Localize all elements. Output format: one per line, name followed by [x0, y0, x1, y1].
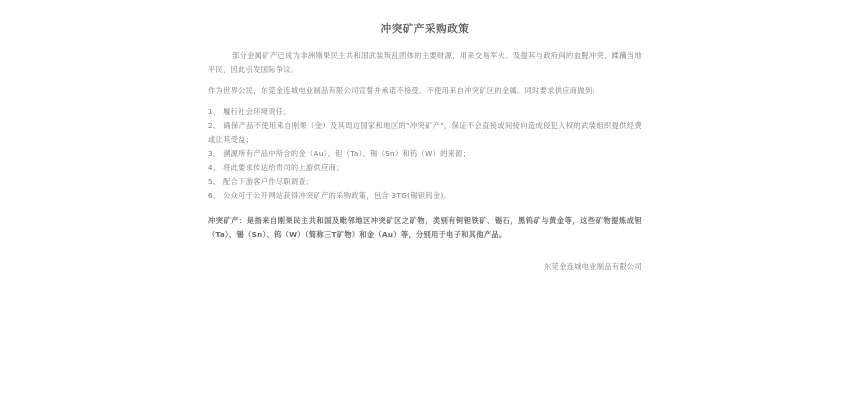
intro-paragraph-2: 作为世界公民，东莞金连城电业制品有限公司宣誓并承诺不接受、不使用来自冲突矿区的金属。同时要求供应商做到:: [208, 85, 596, 95]
requirement-item-2: 2、 确保产品不使用来自刚果（金）及其周边国家和地区的"冲突矿产"，保证不会直接或间接向造成侵犯人权的武装组织提供经费或让其受益；: [208, 120, 642, 144]
requirement-item-5: 5、 配合下游客户作尽职调查；: [208, 176, 314, 186]
company-signature: 东莞金连城电业制品有限公司: [544, 262, 642, 272]
page-title: 冲突矿产采购政策: [380, 23, 470, 35]
document-body: [208, 22, 642, 274]
spacer: [208, 203, 642, 214]
intro-paragraph-1: 部分金属矿产已成为非洲刚果民主共和国武装叛乱团体的主要财源，用来交易军火、及提其与政府间的血腥冲突，蹂躏当地平民，因此引发国际争议。: [208, 50, 642, 74]
conflict-minerals-definition: 冲突矿产：是指来自刚果民主共和国及毗邻地区冲突矿区之矿物，类别有钶钽铁矿、锡石，黑钨矿与黄金等，这些矿物提炼成钽（Ta）、锡（Sn）、钨（W）（简称三T矿物）和金（Au）等，分别用于电子和其他产品。: [208, 216, 642, 240]
requirement-item-1: 1、 履行社会环境责任；: [208, 106, 291, 116]
requirement-item-6: 6、 公众可于公开网站获得冲突矿产的采购政策，包含 3TG(锡钽钨金)。: [208, 190, 452, 200]
requirement-item-4: 4、 将此要求传达给贵司的上游供应商；: [208, 162, 344, 172]
requirement-item-3: 3、 溯源所有产品中所含的金（Au）、钽（Ta）、锡（Sn）和钨（W）的来源；: [208, 148, 471, 158]
